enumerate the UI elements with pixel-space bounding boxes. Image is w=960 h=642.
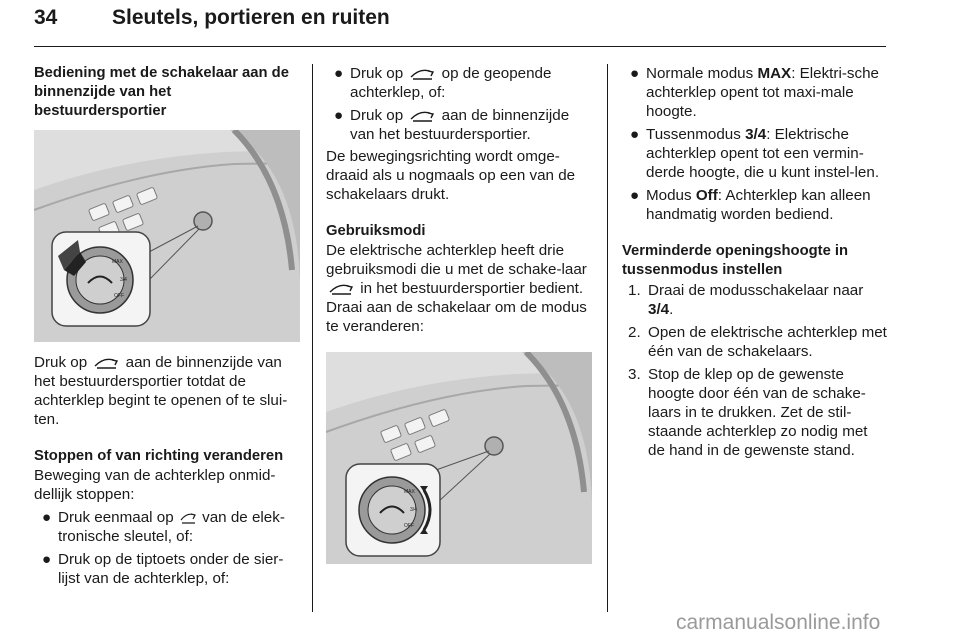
- text: : Elektri-sche achterklep opent tot maxi-male hoogte.: [646, 65, 879, 120]
- mode-label: MAX: [757, 65, 792, 82]
- key-tailgate-icon: [180, 511, 196, 524]
- dial-off-label: OFF: [114, 293, 124, 299]
- text: aan de binnenzijde van het bestuurdersportier.: [350, 107, 570, 143]
- list-item: [622, 186, 888, 224]
- bullet-dot: ●: [42, 551, 52, 568]
- tailgate-icon: [409, 110, 435, 122]
- section-heading: Stoppen of van richting veranderen: [34, 448, 284, 464]
- step-number: 1.: [628, 282, 641, 299]
- bullet-dot: ●: [42, 509, 52, 526]
- tailgate-icon: [409, 68, 435, 80]
- list-item: [622, 64, 888, 121]
- column-divider: [607, 64, 608, 612]
- list-item: [622, 323, 888, 361]
- text: Druk eenmaal op: [58, 509, 174, 526]
- tailgate-icon: [328, 283, 354, 295]
- mode-label: 3/4: [648, 301, 670, 318]
- bullet-dot: ●: [334, 65, 344, 82]
- dial-max-label: MAX: [112, 259, 123, 265]
- text: De elektrische achterklep heeft drie gebruiksmodi die u met de schake-laar: [326, 242, 587, 278]
- step-number: 2.: [628, 324, 641, 341]
- text: Druk op de tiptoets onder de sier-lijst van de achterklep, of:: [58, 551, 284, 587]
- section-heading: Bediening met de schakelaar aan de binnenzijde van het bestuurdersportier: [34, 65, 289, 119]
- paragraph: [34, 353, 300, 429]
- column-divider: [312, 64, 313, 612]
- bullet-dot: ●: [630, 126, 640, 143]
- dial-34-label: 3/4: [410, 507, 417, 513]
- text: van de elek-tronische sleutel, of:: [58, 509, 285, 545]
- list-item: [622, 365, 888, 460]
- text: in het bestuurdersportier bedient. Draai aan de schakelaar om de modus te veranderen:: [326, 280, 587, 335]
- text: : Elektrische achterklep opent tot een vermin-derde hoogte, die u kunt instel-len.: [646, 126, 880, 181]
- watermark: carmanualsonline.info: [676, 611, 881, 634]
- text: Draai de modusschakelaar naar: [648, 282, 864, 299]
- column-3: [622, 64, 888, 460]
- door-switch-illustration: [34, 130, 300, 342]
- bullet-dot: ●: [334, 107, 344, 124]
- page-number: 34: [34, 6, 58, 29]
- text: Stop de klep op de gewenste hoogte door één van de schake-laars in te drukken. Zet de stil-staande achterklep zo nodig met de hand in de gewenste stand.: [648, 366, 868, 459]
- list-item: [622, 125, 888, 182]
- text: .: [669, 301, 674, 318]
- dial-max-label: MAX: [404, 489, 415, 495]
- text: Tussenmodus: [646, 126, 741, 143]
- text: Druk op: [350, 107, 404, 124]
- mode-label: Off: [695, 187, 718, 204]
- text: : Achterklep kan alleen handmatig worden bediend.: [646, 187, 871, 223]
- column-1: [34, 64, 300, 588]
- page-title: Sleutels, portieren en ruiten: [112, 6, 390, 29]
- text: Modus: [646, 187, 692, 204]
- text: Druk op: [350, 65, 404, 82]
- text: Druk op: [34, 354, 88, 371]
- paragraph: Beweging van de achterklep onmid-dellijk stoppen:: [34, 467, 276, 503]
- text: Normale modus: [646, 65, 754, 82]
- bullet-dot: ●: [630, 65, 640, 82]
- step-number: 3.: [628, 366, 641, 383]
- section-heading: Gebruiksmodi: [326, 223, 426, 239]
- section-heading: Verminderde openingshoogte in tussenmodus instellen: [622, 243, 849, 278]
- bullet-dot: ●: [630, 187, 640, 204]
- dial-off-label: OFF: [404, 523, 414, 529]
- column-2: [326, 64, 594, 564]
- text: op de geopende achterklep, of:: [350, 65, 552, 101]
- text: aan de binnenzijde van het bestuurdersportier totdat de achterklep begint te openen of te slui-ten.: [34, 354, 288, 428]
- paragraph: De bewegingsrichting wordt omge-draaid als u nogmaals op een van de schakelaars drukt.: [326, 148, 576, 203]
- dial-34-label: 3/4: [120, 277, 127, 283]
- list-item: [622, 281, 888, 319]
- text: Open de elektrische achterklep met één van de schakelaars.: [648, 324, 887, 360]
- list-item: [34, 508, 300, 546]
- header-rule: [34, 46, 886, 47]
- paragraph: [326, 241, 594, 336]
- door-switch-drawing: [34, 130, 300, 342]
- list-item: [326, 106, 594, 144]
- mode-switch-illustration: [326, 352, 592, 564]
- list-item: [34, 550, 300, 588]
- tailgate-icon: [93, 357, 119, 369]
- list-item: [326, 64, 594, 102]
- page-header: [34, 6, 886, 44]
- mode-label: 3/4: [745, 126, 767, 143]
- mode-switch-drawing: [326, 352, 592, 564]
